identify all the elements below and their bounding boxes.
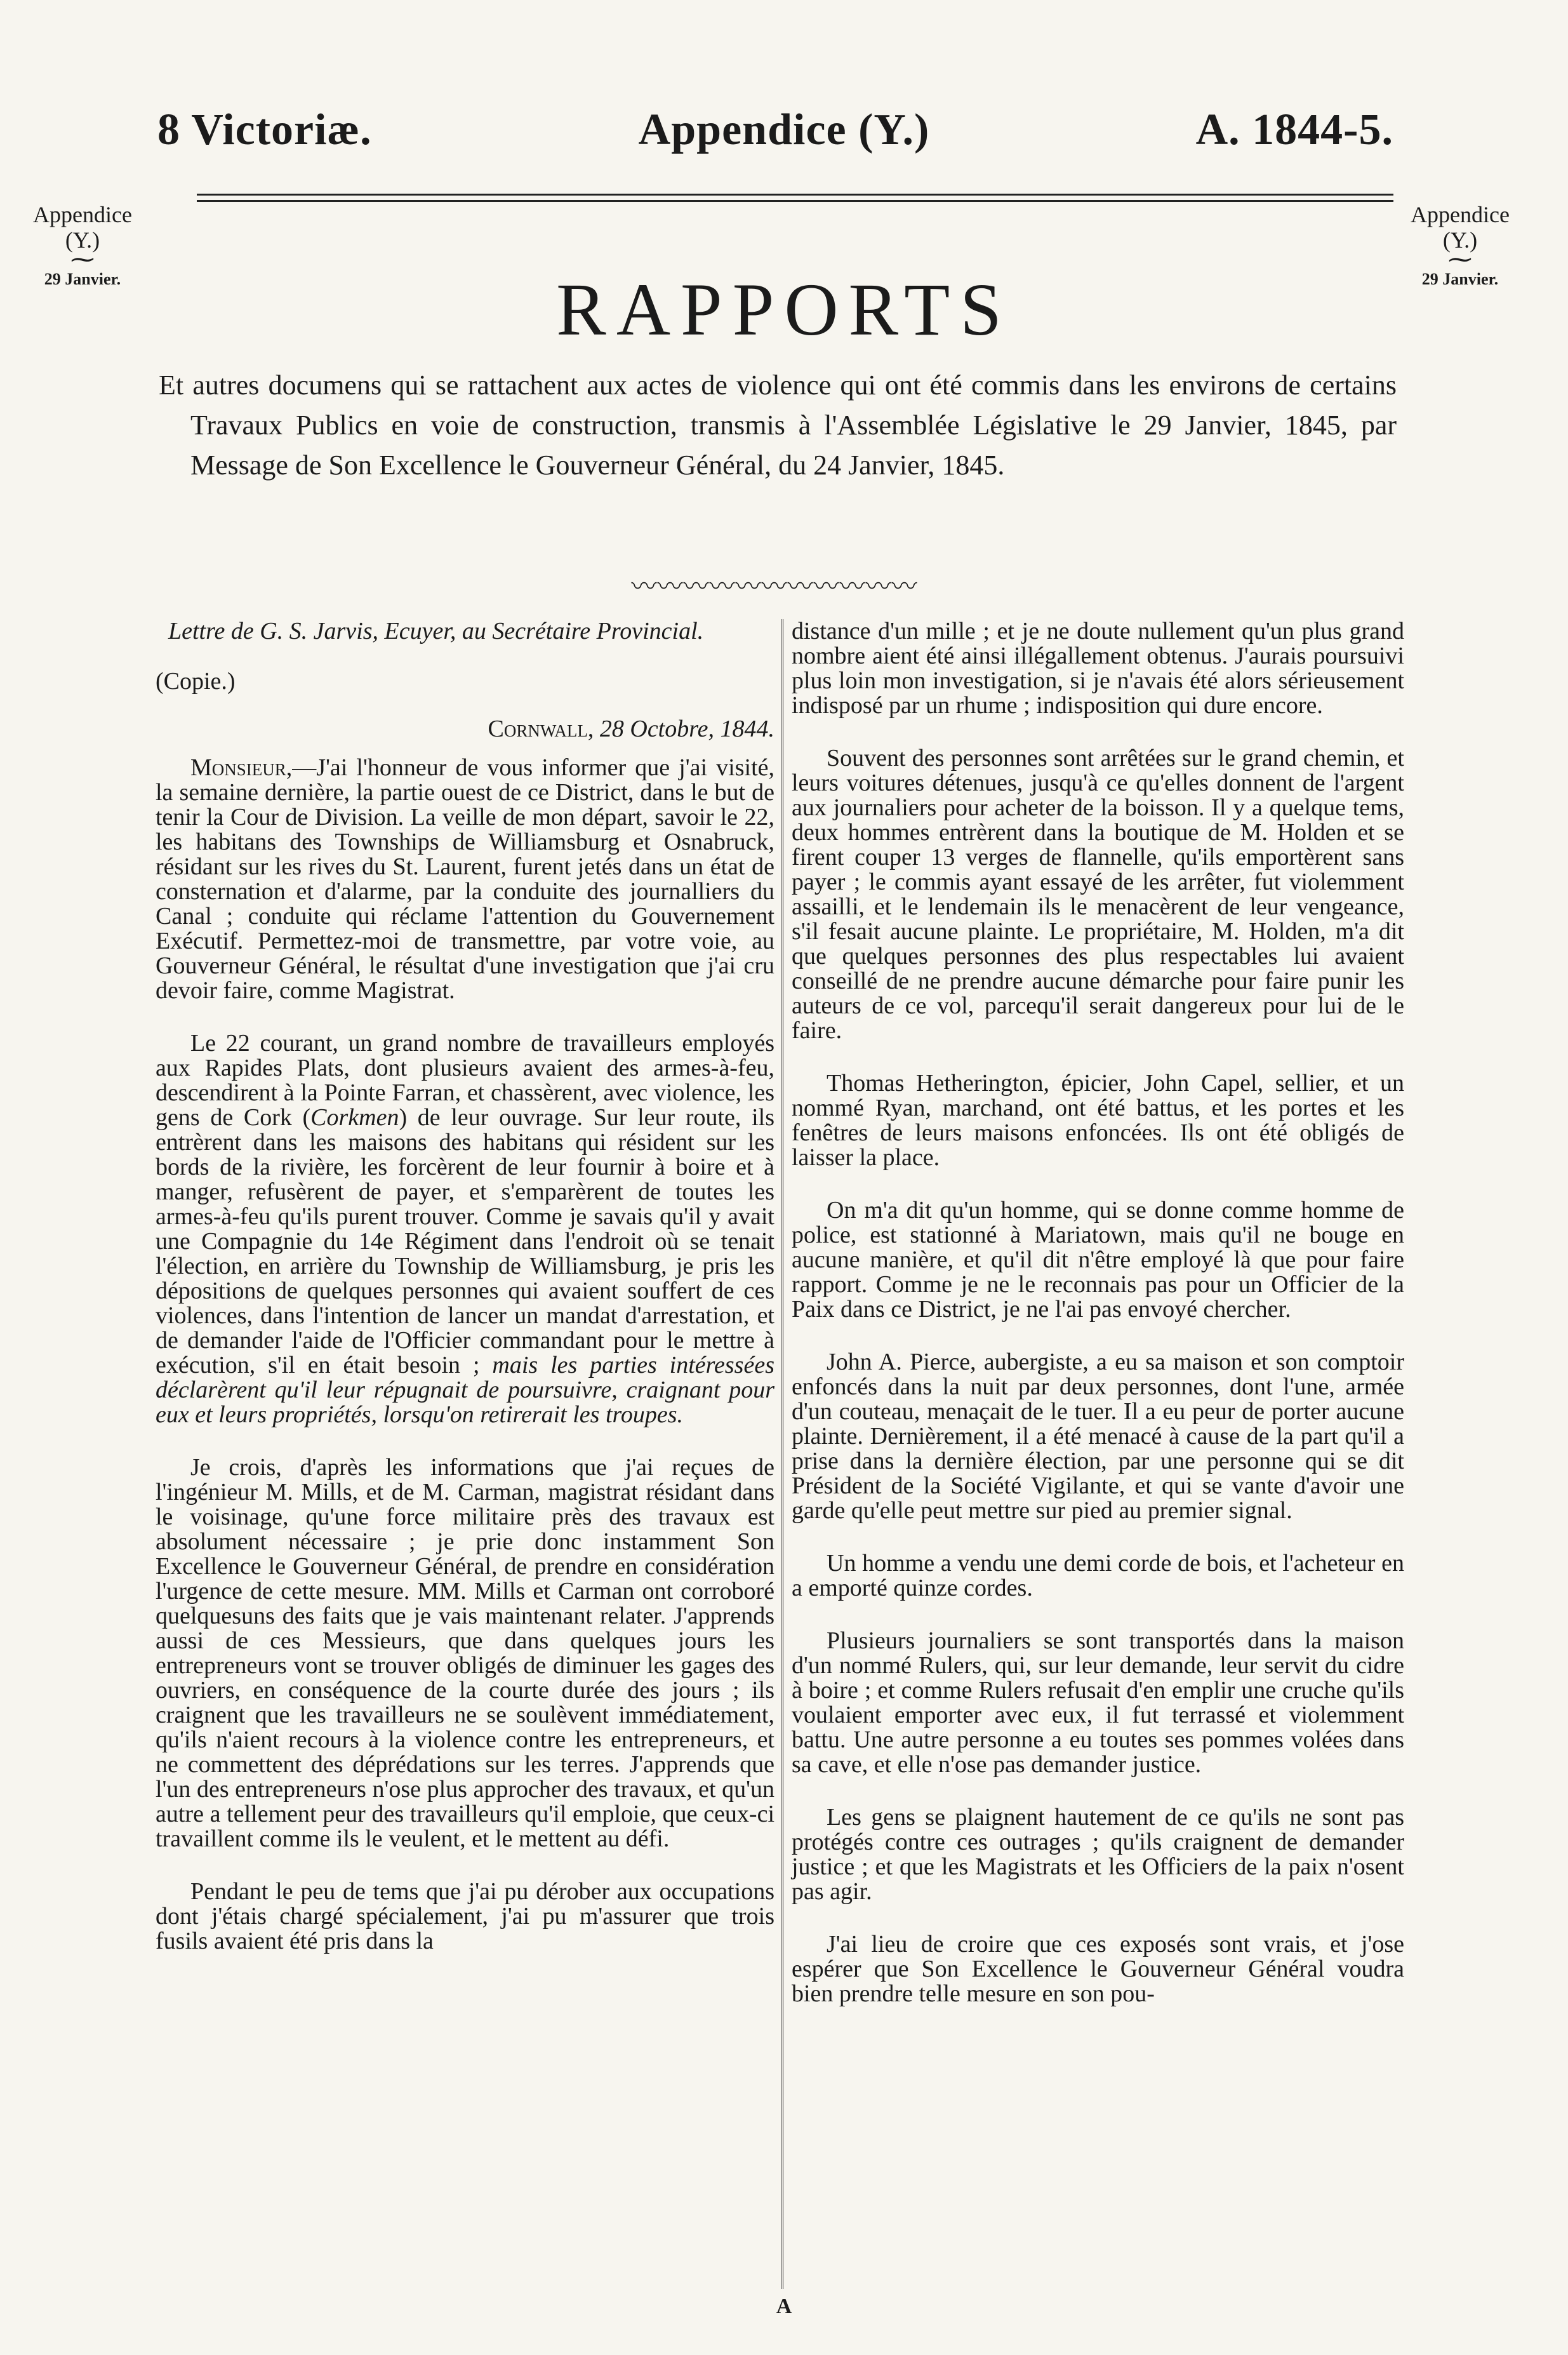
paragraph-text: —J'ai l'honneur de vous informer que j'ai visité, la semaine dernière, la partie ouest de ce District, dans le but de tenir la Cour de Division. La veille de mon départ, savoir le 22, les habitans des Townships de Williamsburg et Osnabruck, résidant sur les rives du St. Laurent, furent jetés dans un état de consternation et d'alarme, par la conduite des journalliers du Canal ; conduite qui réclame l'attention du Gouvernement Exécutif. Permettez-moi de transmettre, par votre voie, au Gouverneur Général, le résultat d'une investigation que j'ai cru devoir faire, comme Magistrat.: [156, 754, 774, 1004]
margin-note-label: Appendice: [33, 202, 132, 227]
margin-note-sub: (Y.): [1442, 227, 1478, 253]
dateline-date: 28 Octobre, 1844.: [599, 716, 774, 742]
paragraph: Un homme a vendu une demi corde de bois, et l'acheteur en a emporté quinze cordes.: [792, 1550, 1404, 1601]
dateline-place: Cornwall,: [488, 716, 594, 742]
paragraph: distance d'un mille ; et je ne doute nullement qu'un plus grand nombre aient été ainsi illégallement obtenus. J'aurais poursuivi plus loin mon investigation, si je n'avais été alors sérieusement indisposé par un rhume ; indisposition qui dure encore.: [792, 618, 1404, 719]
margin-note-label: Appendice: [1411, 202, 1510, 227]
column-divider: [781, 619, 783, 2289]
paragraph-text: ) de leur ouvrage. Sur leur route, ils entrèrent dans les maisons des habitans qui résident sur les bords de la rivière, les forcèrent de leur fournir à boire et à manger, refusèrent de payer, et s'emparèrent de toutes les armes-à-feu qu'ils purent trouver. Comme je savais qu'il y avait une Compagnie du 14e Régiment dans l'endroit où se tenait l'élection, en arrière du Township de Williamsburg, je pris les dépositions de quelques personnes qui avaient souffert de ces violences, dans l'intention de lancer un mandat d'arrestation, et de demander l'aide de l'Officier commandant pour le mettre à exécution, s'il en était besoin ;: [156, 1104, 774, 1378]
letter-title: Lettre de G. S. Jarvis, Ecuyer, au Secrétaire Provincial.: [168, 618, 704, 644]
margin-note-date: 29 Janvier.: [44, 270, 121, 288]
paragraph: Pendant le peu de tems que j'ai pu dérober aux occupations dont j'étais chargé spécialement, j'ai pu m'assurer que trois fusils avaient été pris dans la: [156, 1878, 774, 1954]
paragraph-italic: Corkmen: [310, 1104, 399, 1131]
paragraph: Souvent des personnes sont arrêtées sur le grand chemin, et leurs voitures détenues, jusqu'à ce qu'elles donnent de l'argent aux journaliers pour acheter de la boisson. Il y a quelque tems, deux hommes entrèrent dans la boutique de M. Holden et se firent couper 13 verges de flannelle, qu'ils emportèrent sans payer ; le commis ayant essayé de les arrêter, fut violemment assailli, et le lendemain ils le menacèrent de leur vengeance, s'il fesait aucune plainte. Le propriétaire, M. Holden, m'a dit que quelques personnes des plus respectables lui avaient conseillé de ne prendre aucune démarche pour faire punir les auteurs de ce vol, parcequ'il serait dangereux pour lui de le faire.: [792, 745, 1404, 1044]
paragraph: Thomas Hetherington, épicier, John Capel, sellier, et un nommé Ryan, marchand, ont été battus, et les portes et les fenêtres de leurs maisons enfoncées. Ils ont été obligés de laisser la place.: [792, 1070, 1404, 1171]
paragraph-text: Le 22 courant, un grand nombre de travailleurs employés aux Rapides Plats, dont plusieurs avaient des armes-à-feu, descendirent à la Pointe Farran, et chassèrent, avec violence, les gens de Cork (: [156, 1030, 774, 1131]
paragraph: On m'a dit qu'un homme, qui se donne comme homme de police, est stationné à Mariatown, mais qu'il ne bouge en aucune manière, et qu'il dit n'être employé là que pour faire rapport. Comme je ne le reconnais pas pour un Officier de la Paix dans ce District, je ne l'ai pas envoyé chercher.: [792, 1197, 1404, 1323]
page-subtitle: Et autres documens qui se rattachent aux actes de violence qui ont été commis dans les environs de certains Travaux Publics en voie de construction, transmis à l'Assemblée Législative le 29 Janvier, 1845, par Message de Son Excellence le Gouverneur Général, du 24 Janvier, 1845.: [159, 370, 1397, 481]
salutation: Monsieur,: [190, 754, 293, 781]
paragraph: Plusieurs journaliers se sont transportés dans la maison d'un nommé Rulers, qui, sur leur demande, leur servit du cidre à boire ; et comme Rulers refusait d'en emplir une cruche qu'ils voulaient emporter avec eux, il fut terrassé et violemment battu. Une autre personne a eu toutes ses pommes volées dans sa cave, et elle n'ose pas demander justice.: [792, 1627, 1404, 1778]
dateline: [156, 717, 774, 742]
paragraph: J'ai lieu de croire que ces exposés sont vrais, et j'ose espérer que Son Excellence le Gouverneur Général voudra bien prendre telle mesure en son pou-: [792, 1931, 1404, 2007]
paragraph-italic: mais les parties intéressées déclarèrent qu'il leur répugnait de poursuivre, craignant pour eux et leurs propriétés, lorsqu'on retirerait les troupes.: [156, 1352, 774, 1428]
header-session: 8 Victoriæ.: [157, 105, 372, 154]
header-appendix: Appendice (Y.): [638, 105, 930, 154]
wave-ornament: 〰〰〰〰〰〰〰〰〰〰〰: [631, 572, 918, 601]
right-column: [792, 619, 1404, 2034]
signature-mark: A: [776, 2295, 792, 2318]
margin-note-date: 29 Janvier.: [1421, 270, 1499, 288]
header-rule-bottom: [197, 200, 1393, 202]
header-rule-top: [197, 194, 1393, 196]
paragraph: Les gens se plaignent hautement de ce qu'ils ne sont pas protégés contre ces outrages ; qu'ils craignent de demander justice ; et que les Magistrats et les Officiers de la paix n'osent pas agir.: [792, 1804, 1404, 1905]
margin-note-sub: (Y.): [65, 227, 100, 253]
copy-note: (Copie.): [156, 668, 236, 695]
paragraph: Je crois, d'après les informations que j'ai reçues de l'ingénieur M. Mills, et de M. Carman, magistrat résidant dans le voisinage, qu'une force militaire près des travaux est absolument nécessaire ; je prie donc instamment Son Excellence le Gouverneur Général, de prendre en considération l'urgence de cette mesure. MM. Mills et Carman ont corroboré quelquesuns des faits que je vais maintenant relater. J'apprends aussi de ces Messieurs, que dans quelques jours les entrepreneurs vont se trouver obligés de diminuer les gages des ouvriers, en conséquence de la courte durée des jours ; ils craignent que les travailleurs ne se soulèvent immédiatement, qu'ils n'aient recours à la violence contre les entrepreneurs, et ne commettent des déprédations sur les terres. J'apprends que l'un des entrepreneurs n'ose plus approcher des travaux, et qu'un autre a tellement peur des travailleurs qu'il emploie, que ceux-ci travaillent comme ils le veulent, et le mettent au défi.: [156, 1454, 774, 1852]
swash-ornament: ⁓: [70, 246, 95, 273]
header-year: A. 1844-5.: [1195, 105, 1393, 154]
page-title: RAPPORTS: [556, 268, 1012, 351]
left-column: [156, 619, 774, 1982]
swash-ornament: ⁓: [1448, 246, 1472, 273]
paragraph: [156, 756, 774, 1003]
paragraph: John A. Pierce, aubergiste, a eu sa maison et son comptoir enfoncés dans la nuit par deux personnes, dont l'une, armée d'un couteau, menaçait de le tuer. Il a eu peur de porter aucune plainte. Dernièrement, il a été menacé à cause de la part qu'il a prise dans la dernière élection, par une personne qui se dit Président de la Société Vigilante, et qui se vante d'avoir une garde qu'elle peut mettre sur pied au premier signal.: [792, 1349, 1404, 1524]
paragraph: [156, 1031, 774, 1427]
